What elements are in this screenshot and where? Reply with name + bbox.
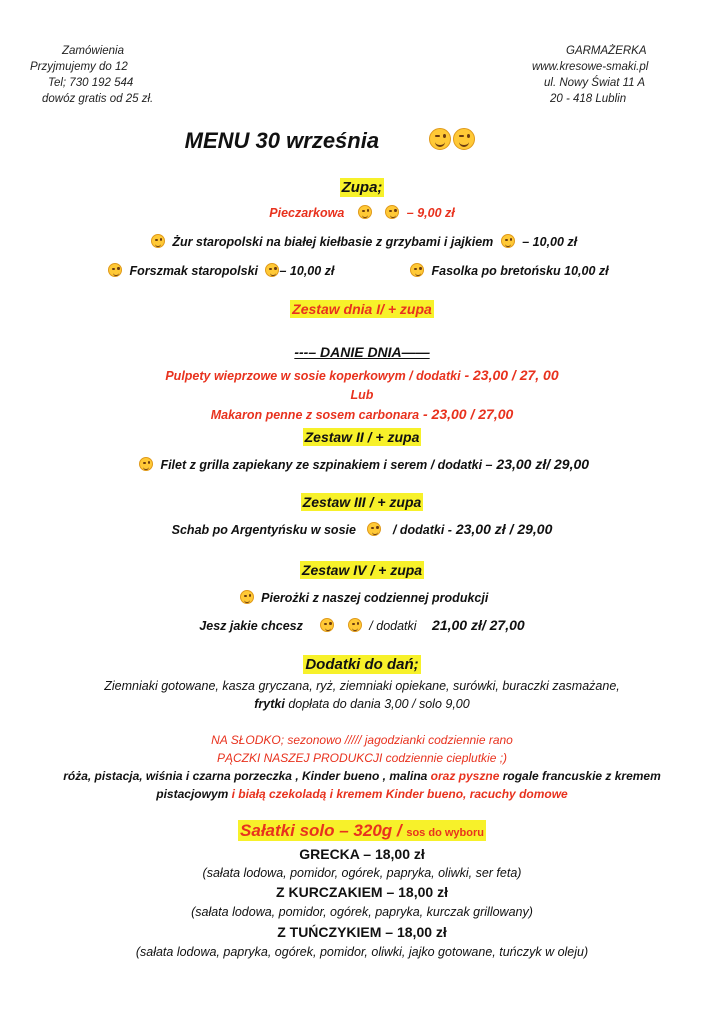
sweets-line-3: róża, pistacja, wiśnia i czarna porzeczka , Kinder bueno , malina oraz pyszne rogale francuskie z kremem <box>63 769 661 783</box>
dish-extras: / dodatki <box>369 619 417 633</box>
dish-price: 23,00 zł / 29,00 <box>451 521 553 537</box>
set-1-heading: Zestaw dnia I/ + zupa <box>292 301 432 317</box>
dish-name: Makaron penne z sosem carbonara <box>210 408 420 422</box>
menu-title-row <box>0 128 724 154</box>
salad-tuna: Z TUŃCZYKIEM – 18,00 zł <box>277 924 447 940</box>
wink-emoji-icon <box>358 205 372 219</box>
order-info-phone: Tel; 730 192 544 <box>48 77 134 89</box>
soup-heading: Zupa; <box>341 179 383 196</box>
set-4-item <box>0 590 724 605</box>
order-info <box>28 43 153 107</box>
sweets-line-1: NA SŁODKO; sezonowo ///// jagodzianki codziennie rano <box>211 733 513 747</box>
salad-tuna-desc: (sałata lodowa, papryka, ogórek, pomidor, oliwki, jajko gotowane, tuńczyk w oleju) <box>135 945 589 959</box>
soup-name: Forszmak staropolski <box>129 264 258 278</box>
soup-item-forszmak <box>108 263 334 278</box>
menu-title: MENU 30 września <box>184 128 380 153</box>
salad-greek-desc: (sałata lodowa, pomidor, ogórek, papryka, oliwki, ser feta) <box>202 866 522 880</box>
dish-of-day-heading: ---– DANIE DNIA—— <box>294 344 430 360</box>
dish-name: Pulpety wieprzowe w sosie koperkowym / dodatki <box>165 369 461 383</box>
sweets-line-2: PĄCZKI NASZEJ PRODUKCJI codziennie cieplutkie ;) <box>216 751 508 765</box>
sides-list: Ziemniaki gotowane, kasza gryczana, ryż, ziemniaki opiekane, surówki, buraczki zasmażane, <box>104 679 620 693</box>
dish-name: Pierożki z naszej codziennej produkcji <box>261 591 489 605</box>
soup-name-price: Fasolka po bretońsku 10,00 zł <box>431 264 609 278</box>
shop-name: GARMAŻERKA <box>566 45 647 57</box>
dish-price: - 23,00 / 27, 00 <box>460 367 559 383</box>
wink-emoji-icon <box>240 590 254 604</box>
wink-emoji-icon <box>320 618 334 632</box>
salad-chicken-desc: (sałata lodowa, pomidor, ogórek, papryka, kurczak grillowany) <box>191 905 533 919</box>
dish-name: Jesz jakie chcesz <box>199 619 303 633</box>
shop-website: www.kresowe-smaki.pl <box>532 61 649 73</box>
salad-greek: GRECKA – 18,00 zł <box>299 846 425 862</box>
set-3-item <box>0 521 724 537</box>
dish-extras: / dodatki - <box>392 523 452 537</box>
wink-emoji-icon <box>108 263 122 277</box>
soup-name: Żur staropolski na białej kiełbasie z grzybami i jajkiem <box>172 235 494 249</box>
wink-emoji-icon <box>453 128 475 150</box>
wink-emoji-icon <box>151 234 165 248</box>
set-4-heading-row <box>0 562 724 578</box>
soup-heading-row <box>0 179 724 196</box>
order-info-line: Przyjmujemy do 12 <box>30 61 128 73</box>
wink-emoji-icon <box>139 457 153 471</box>
set-4-heading: Zestaw IV / + zupa <box>301 562 423 578</box>
dish-of-day-or: Lub <box>350 388 374 402</box>
sides-fries: frytki dopłata do dania 3,00 / solo 9,00 <box>254 697 470 711</box>
wink-emoji-icon <box>501 234 515 248</box>
salads-heading-row <box>0 821 724 841</box>
order-info-line: dowóz gratis od 25 zł. <box>42 93 154 105</box>
soup-item-fasolka <box>410 263 609 278</box>
wink-emoji-icon <box>348 618 362 632</box>
dish-name: Schab po Argentyńsku w sosie <box>171 523 356 537</box>
soup-price: – 10,00 zł <box>522 235 578 249</box>
dish-price: 23,00 zł/ 29,00 <box>492 456 590 472</box>
wink-emoji-icon <box>265 263 279 277</box>
soup-name: Pieczarkowa <box>269 206 345 220</box>
shop-info <box>504 43 648 107</box>
shop-address: ul. Nowy Świat 11 A <box>544 77 645 89</box>
set-2-heading: Zestaw II / + zupa <box>304 429 420 445</box>
salads-heading: Sałatki solo – 320g / sos do wyboru <box>240 821 484 840</box>
soup-item-pieczarkowa <box>0 205 724 220</box>
sides-heading-row <box>0 656 724 673</box>
set-2-item <box>0 456 724 472</box>
dish-price: 21,00 zł/ 27,00 <box>432 617 525 633</box>
wink-emoji-icon <box>410 263 424 277</box>
order-info-line: Zamówienia <box>62 45 124 57</box>
set-2-heading-row <box>0 429 724 445</box>
sides-heading: Dodatki do dań; <box>305 656 419 673</box>
dish-price: - 23,00 / 27,00 <box>419 406 514 422</box>
soup-price: – 10,00 zł <box>279 264 335 278</box>
soup-price: – 9,00 zł <box>406 206 455 220</box>
soup-item-zur <box>0 234 724 249</box>
wink-emoji-icon <box>385 205 399 219</box>
set-3-heading-row <box>0 494 724 510</box>
salad-chicken: Z KURCZAKIEM – 18,00 zł <box>276 884 448 900</box>
dish-of-day-item-1 <box>0 367 724 383</box>
dish-name: Filet z grilla zapiekany ze szpinakiem i serem / dodatki – <box>160 458 493 472</box>
wink-emoji-icon <box>429 128 451 150</box>
set-4-line2 <box>0 617 724 633</box>
set-3-heading: Zestaw III / + zupa <box>302 494 422 510</box>
shop-city: 20 - 418 Lublin <box>550 93 627 105</box>
dish-of-day-item-2 <box>0 406 724 422</box>
wink-emoji-icon <box>367 522 381 536</box>
sweets-line-4: pistacjowym i białą czekoladą i kremem Kinder bueno, racuchy domowe <box>156 787 568 801</box>
set-1-heading-row <box>0 301 724 317</box>
